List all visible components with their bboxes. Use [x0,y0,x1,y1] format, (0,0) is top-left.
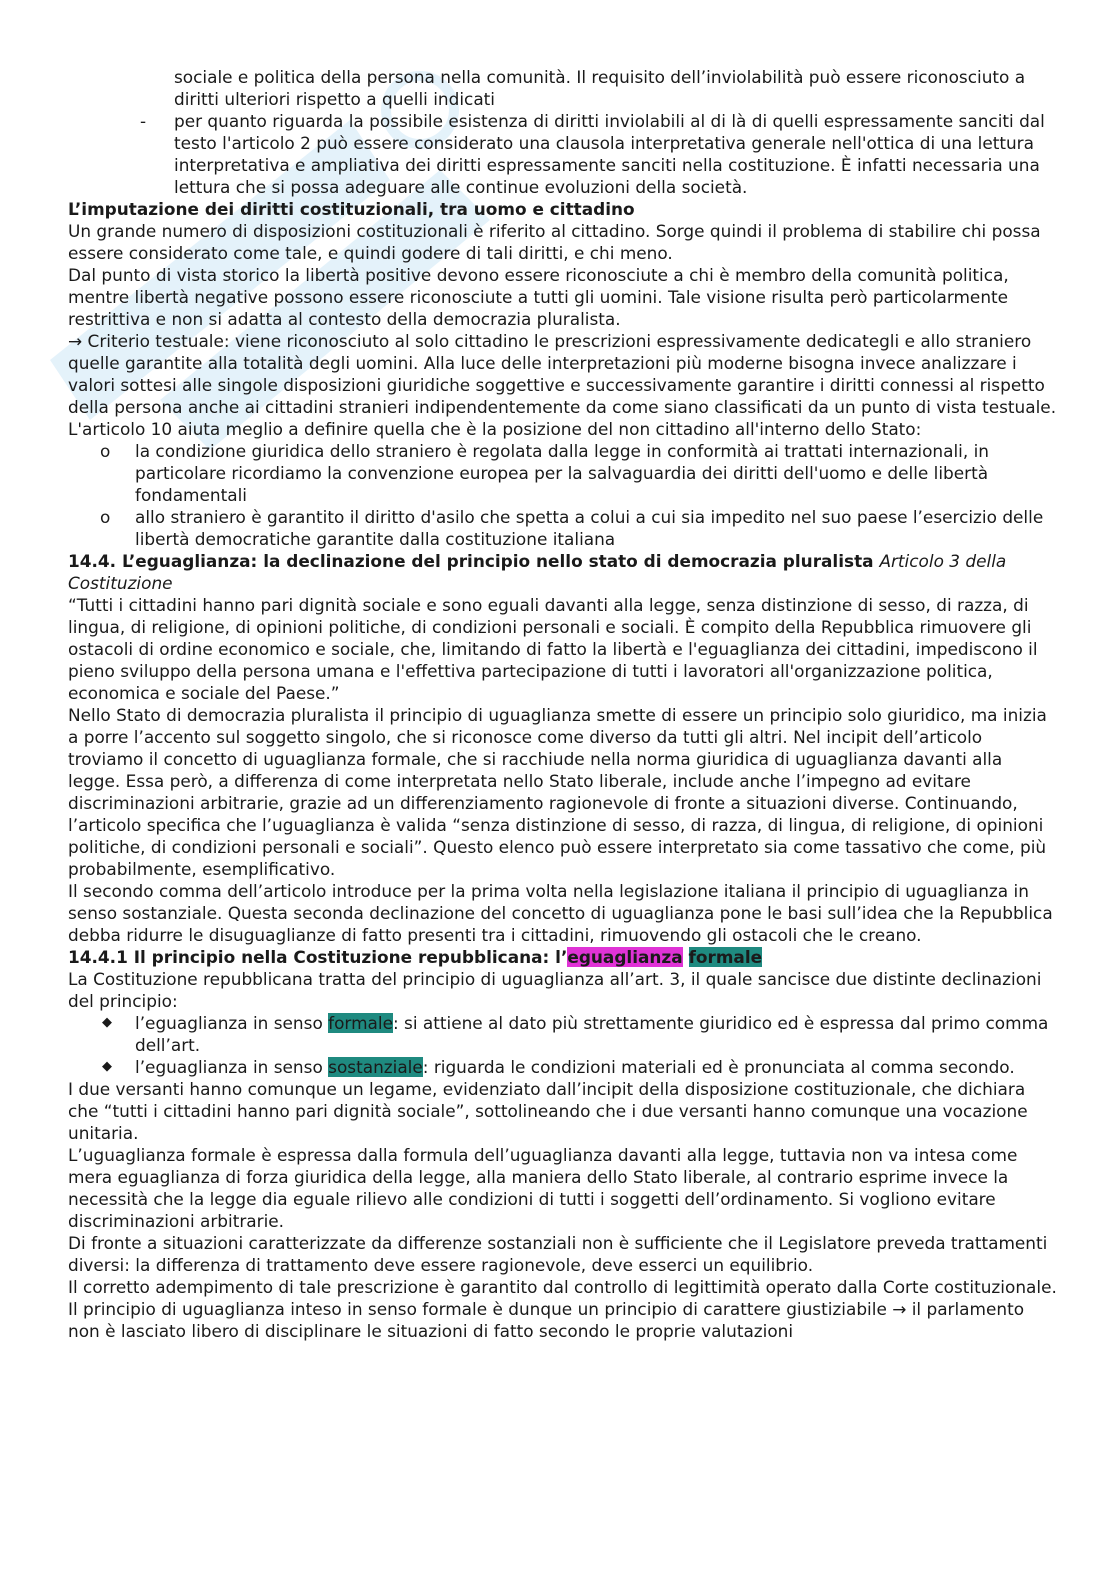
top-list [68,66,1058,198]
list-item-text: : riguarda le condizioni materiali ed è pronunciata al comma secondo. [422,1057,1015,1077]
list-item [68,440,1058,506]
paragraph: L’uguaglianza formale è espressa dalla formula dell’uguaglianza davanti alla legge, tuttavia non va intesa come mera eguaglianza di forza giuridica della legge, alla maniera dello Stato liberale, al contrario esprime invece la necessità che la legge dia eguale rilievo alle condizioni di tutti i soggetti dell’ordinamento. Si vogliono evitare discriminazioni arbitrarie. [68,1145,1018,1231]
paragraph: Nello Stato di democrazia pluralista il principio di uguaglianza smette di essere un principio solo giuridico, ma inizia a porre l’accento sul soggetto singolo, che si riconosce come diverso da tutti gli altri. Nel incipit dell’articolo troviamo il concetto di uguaglianza formale, che si racchiude nella norma giuridica di uguaglianza davanti alla legge. Essa però, a differenza di come interpretata nello Stato liberale, include anche l’impegno ad evitare discriminazioni arbitrarie, grazie ad un differenziamento ragionevole di fronte a situazioni diverse. Continuando, l’articolo specifica che l’uguaglianza è valida “senza distinzione di sesso, di razza, di lingua, di religione, di opinioni politiche, di condizioni personali e sociali”. Questo elenco può essere interpretato sia come tassativo che come, più probabilmente, esemplificativo. [68,705,1047,879]
document-page [68,66,1058,1342]
dash-marker: - [140,111,147,131]
list-item-text: per quanto riguarda la possibile esistenza di diritti inviolabili al di là di quelli espressamente sanciti dal testo l'articolo 2 può essere considerato una clausola interpretativa generale nell'ottica di una lettura interpretativa e ampliativa dei diritti espressamente sanciti nella costituzione. È infatti necessaria una lettura che si possa adeguare alle continue evoluzioni della società. [174,111,1045,197]
heading-bold-text: 14.4. L’eguaglianza: la declinazione del principio nello stato di democrazia pluralista [68,551,874,571]
paragraph: Il principio di uguaglianza inteso in senso formale è dunque un principio di carattere giustiziabile → il parlamento non è lasciato libero di disciplinare le situazioni di fatto secondo le proprie valutazioni [68,1299,1025,1341]
paragraph: Di fronte a situazioni caratterizzate da differenze sostanziali non è sufficiente che il Legislatore preveda trattamenti diversi: la differenza di trattamento deve essere ragionevole, deve esserci un equilibrio. [68,1233,1048,1275]
list-item-text: la condizione giuridica dello straniero è regolata dalla legge in conformità ai trattati internazionali, in particolare ricordiamo la convenzione europea per la salvaguardia dei diritti dell'uomo e delle libertà fondamentali [135,441,990,505]
section-heading-imputazione: L’imputazione dei diritti costituzionali, tra uomo e cittadino [68,199,635,219]
heading-text: 14.4.1 Il principio nella Costituzione repubblicana: l’ [68,947,568,967]
bullet-marker: o [100,441,111,461]
highlight-formale: formale [328,1013,393,1033]
diamond-bullet-icon: ◆ [102,1015,112,1030]
highlight-sostanziale: sostanziale [328,1057,423,1077]
highlight-formale: formale [688,947,763,967]
list-item-text: l’eguaglianza in senso [135,1013,329,1033]
declinations-list [68,1012,1058,1078]
list-item [68,1012,1058,1056]
paragraph: Il secondo comma dell’articolo introduce per la prima volta nella legislazione italiana il principio di uguaglianza in senso sostanziale. Questa seconda declinazione del concetto di uguaglianza pone le basi sull’idea che la Repubblica debba ridurre le disuguaglianze di fatto presenti tra i cittadini, rimuovendo gli ostacoli che le creano. [68,881,1053,945]
list-item [68,110,1058,198]
list-item-text: : si attiene al dato più strettamente giuridico ed è espressa dal primo comma dell’art. [135,1013,1049,1055]
highlight-eguaglianza: eguaglianza [567,947,683,967]
paragraph: L'articolo 10 aiuta meglio a definire quella che è la posizione del non cittadino all'interno dello Stato: [68,419,922,439]
list-item [68,1056,1058,1078]
diamond-bullet-icon: ◆ [102,1059,112,1074]
article-quote: “Tutti i cittadini hanno pari dignità sociale e sono eguali davanti alla legge, senza distinzione di sesso, di razza, di lingua, di religione, di opinioni politiche, di condizioni personali e sociali. È compito della Repubblica rimuovere gli ostacoli di ordine economico e sociale, che, limitando di fatto la libertà e l'eguaglianza dei cittadini, impediscono il pieno sviluppo della persona umana e l'effettiva partecipazione di tutti i lavoratori all'organizzazione politica, economica e sociale del Paese.” [68,595,1038,703]
paragraph: Dal punto di vista storico la libertà positive devono essere riconosciute a chi è membro della comunità politica, mentre libertà negative possono essere riconosciute a tutti gli uomini. Tale visione risulta però particolarmente restrittiva e non si adatta al contesto della democrazia pluralista. [68,265,1009,329]
paragraph: Il corretto adempimento di tale prescrizione è garantito dal controllo di legittimità operato dalla Corte costituzionale. [68,1277,1057,1297]
list-item-text: allo straniero è garantito il diritto d'asilo che spetta a colui a cui sia impedito nel suo paese l’esercizio delle libertà democratiche garantite dalla costituzione italiana [135,507,1044,549]
list-item [68,506,1058,550]
list-item [68,66,1058,110]
paragraph: → Criterio testuale: viene riconosciuto al solo cittadino le prescrizioni espressivamente dedicategli e allo straniero quelle garantite alla totalità degli uomini. Alla luce delle interpretazioni più moderne bisogna invece analizzare i valori sottesi alle singole disposizioni giuridiche soggettive e successivamente garantire i diritti connessi al rispetto della persona anche ai cittadini stranieri indipendentemente da come siano classificati da un punto di vista testuale. [68,331,1057,417]
paragraph: La Costituzione repubblicana tratta del principio di uguaglianza all’art. 3, il quale sancisce due distinte declinazioni del principio: [68,969,1042,1011]
heading-italic-text: Articolo 3 della Costituzione [68,551,1007,593]
section-heading-14-4 [68,550,1058,594]
list-item-text: l’eguaglianza in senso [135,1057,329,1077]
list-item-text: sociale e politica della persona nella comunità. Il requisito dell’inviolabilità può essere riconosciuto a diritti ulteriori rispetto a quelli indicati [174,67,1026,109]
paragraph: Un grande numero di disposizioni costituzionali è riferito al cittadino. Sorge quindi il problema di stabilire chi possa essere considerato come tale, e quindi godere di tali diritti, e chi meno. [68,221,1041,263]
article-10-list [68,440,1058,550]
bullet-marker: o [100,507,111,527]
section-heading-14-4-1 [68,946,1058,968]
paragraph: I due versanti hanno comunque un legame, evidenziato dall’incipit della disposizione costituzionale, che dichiara che “tutti i cittadini hanno pari dignità sociale”, sottolineando che i due versanti hanno comunque una vocazione unitaria. [68,1079,1028,1143]
